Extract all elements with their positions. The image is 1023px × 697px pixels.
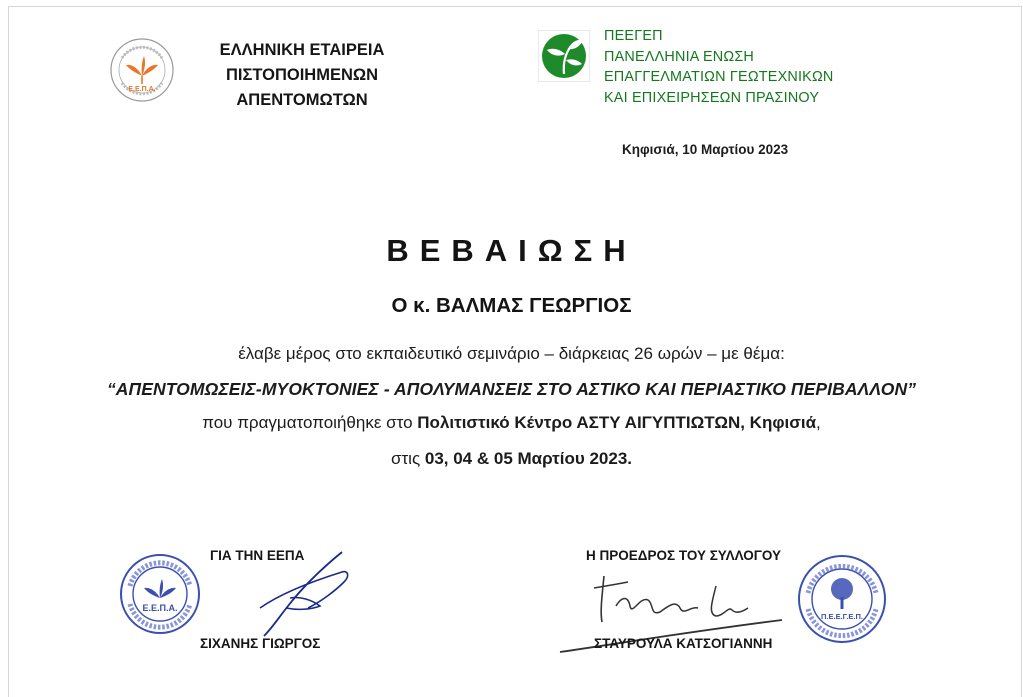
right-org-line: ΠΑΝΕΛΛΗΝΙΑ ΕΝΩΣΗ <box>604 48 755 65</box>
right-signatory-label: Η ΠΡΟΕΔΡΟΣ ΤΟΥ ΣΥΛΛΟΓΟΥ <box>586 548 781 563</box>
peegep-seal-stamp <box>796 553 888 645</box>
right-signatory-name: ΣΤΑΥΡΟΥΛΑ ΚΑΤΣΟΓΙΑΝΝΗ <box>594 636 773 651</box>
left-org-line: ΕΛΛΗΝΙΚΗ ΕΤΑΙΡΕΙΑ <box>219 41 385 59</box>
dates-line <box>0 449 1023 469</box>
venue-name: Πολιτιστικό Κέντρο ΑΣΤΥ ΑΙΓΥΠΤΙΩΤΩΝ, Κηφισιά <box>417 413 817 432</box>
dates-prefix: στις <box>390 449 425 468</box>
right-org-line: ΚΑΙ ΕΠΙΧΕΙΡΗΣΕΩΝ ΠΡΑΣΙΝΟΥ <box>604 89 820 106</box>
svg-text:Ε.Ε.Π.Α.: Ε.Ε.Π.Α. <box>142 603 178 613</box>
right-org-line: ΠΕΕΓΕΠ <box>604 28 663 44</box>
seminar-description: έλαβε μέρος στο εκπαιδευτικό σεμινάριο – διάρκειας 26 ωρών – με θέμα: <box>238 344 785 363</box>
eepa-seal-stamp <box>118 552 202 636</box>
left-org-line: ΠΙΣΤΟΠΟΙΗΜΕΝΩΝ <box>225 66 379 84</box>
left-signatory-name: ΣΙΧΑΝΗΣ ΓΙΩΡΓΟΣ <box>200 636 321 651</box>
venue-suffix: , <box>816 413 821 432</box>
peegep-logo <box>538 30 590 82</box>
document-date: Κηφισιά, 10 Μαρτίου 2023 <box>622 142 789 157</box>
right-org-line: ΕΠΑΓΓΕΛΜΑΤΙΩΝ ΓΕΩΤΕΧΝΙΚΩΝ <box>604 69 834 85</box>
left-signatory-label: ΓΙΑ ΤΗΝ ΕΕΠΑ <box>210 548 305 563</box>
recipient-name: Ο κ. ΒΑΛΜΑΣ ΓΕΩΡΓΙΟΣ <box>391 294 632 317</box>
venue-prefix: που πραγματοποιήθηκε στο <box>202 413 418 432</box>
left-org-line: ΑΠΕΝΤΟΜΩΤΩΝ <box>236 91 368 109</box>
seminar-topic: “ΑΠΕΝΤΟΜΩΣΕΙΣ-ΜΥΟΚΤΟΝΙΕΣ - ΑΠΟΛΥΜΑΝΣΕΙΣ ΣΤΟ ΑΣΤΙΚΟ ΚΑΙ ΠΕΡΙΑΣΤΙΚΟ ΠΕΡΙΒΑΛΛΟΝ” <box>106 379 917 399</box>
certificate-title: ΒΕΒΑΙΩΣΗ <box>386 233 637 268</box>
svg-text:Ε.Ε.Π.Α.: Ε.Ε.Π.Α. <box>128 86 156 93</box>
eepa-logo <box>108 28 176 112</box>
venue-line <box>0 413 1023 433</box>
svg-text:Π.Ε.Ε.Γ.Ε.Π.: Π.Ε.Ε.Γ.Ε.Π. <box>820 612 864 621</box>
left-handwritten-signature <box>250 548 360 640</box>
right-org-name <box>604 26 834 108</box>
left-org-name <box>212 38 392 113</box>
seminar-dates: 03, 04 & 05 Μαρτίου 2023. <box>424 449 633 468</box>
